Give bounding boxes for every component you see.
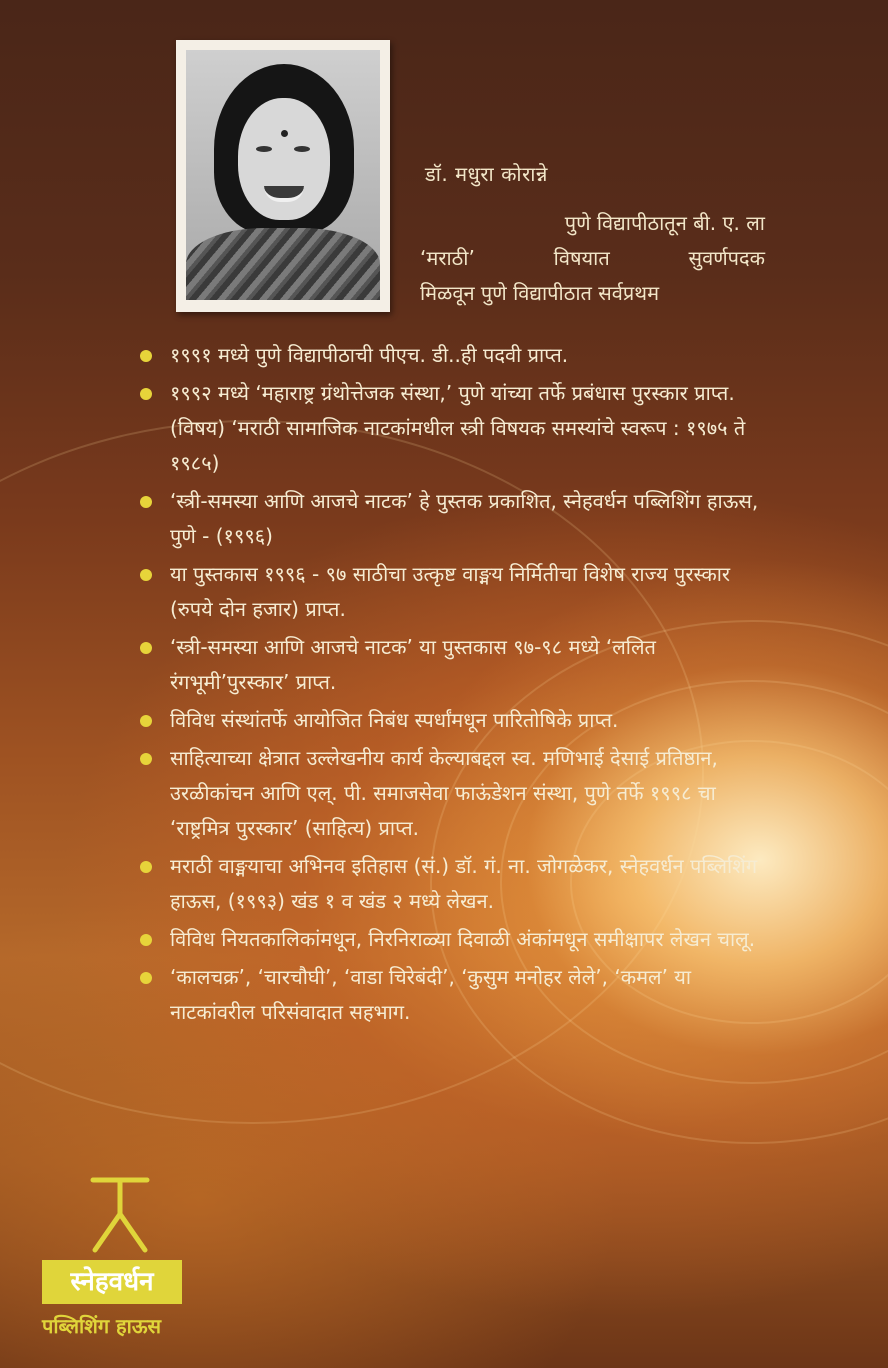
achievement-text: ‘स्त्री-समस्या आणि आजचे नाटक’ या पुस्तकास ९७-९८ मध्ये ‘ललित रंगभूमी’पुरस्कार’ प्राप्त.	[170, 635, 656, 694]
achievement-text: साहित्याच्या क्षेत्रात उल्लेखनीय कार्य केल्याबद्दल स्व. मणिभाई देसाई प्रतिष्ठान, उरळीकांचन आणि एल्. पी. समाजसेवा फाऊंडेशन संस्था, पुणे तर्फे १९९८ चा ‘राष्ट्रमित्र पुरस्कार’ (साहित्य) प्राप्त.	[170, 746, 718, 840]
achievement-text: १९९२ मध्ये ‘महाराष्ट्र ग्रंथोत्तेजक संस्था,’ पुणे यांच्या तर्फे प्रबंधास पुरस्कार प्राप्त. (विषय) ‘मराठी सामाजिक नाटकांमधील स्त्री विषयक समस्यांचे स्वरूप : १९७५ ते १९८५)	[170, 381, 746, 475]
bullet-icon	[140, 753, 152, 765]
publisher-name: स्नेहवर्धन	[42, 1260, 182, 1304]
intro-line: ‘मराठी’ विषयात सुवर्णपदक	[420, 246, 765, 270]
achievement-text: मराठी वाङ्मयाचा अभिनव इतिहास (सं.) डॉ. गं. ना. जोगळेकर, स्नेहवर्धन पब्लिशिंग हाऊस, (१९९३) खंड १ व खंड २ मध्ये लेखन.	[170, 854, 758, 913]
bullet-icon	[140, 569, 152, 581]
bullet-icon	[140, 715, 152, 727]
list-item	[140, 338, 770, 373]
achievement-text: विविध संस्थांतर्फे आयोजित निबंध स्पर्धांमधून पारितोषिके प्राप्त.	[170, 708, 619, 732]
list-item	[140, 960, 770, 1030]
list-item	[140, 557, 770, 627]
achievement-text: विविध नियतकालिकांमधून, निरनिराळ्या दिवाळी अंकांमधून समीक्षापर लेखन चालू.	[170, 927, 756, 951]
list-item	[140, 630, 770, 700]
achievement-text: ‘स्त्री-समस्या आणि आजचे नाटक’ हे पुस्तक प्रकाशित, स्नेहवर्धन पब्लिशिंग हाऊस, पुणे - (१९९६)	[170, 489, 759, 548]
publisher-subtitle: पब्लिशिंग हाऊस	[42, 1314, 162, 1338]
list-item	[140, 703, 770, 738]
bullet-icon	[140, 934, 152, 946]
bullet-icon	[140, 642, 152, 654]
achievement-text: १९९१ मध्ये पुणे विद्यापीठाची पीएच. डी..ही पदवी प्राप्त.	[170, 343, 569, 367]
intro-line: पुणे विद्यापीठातून बी. ए. ला	[564, 211, 765, 235]
author-photo	[176, 40, 390, 312]
publisher-mark-icon	[89, 1176, 151, 1254]
bullet-icon	[140, 388, 152, 400]
intro-line: मिळवून पुणे विद्यापीठात सर्वप्रथम	[420, 281, 660, 305]
author-intro	[420, 206, 765, 311]
list-item	[140, 484, 770, 554]
achievement-text: ‘कालचक्र’, ‘चारचौघी’, ‘वाडा चिरेबंदी’, ‘कुसुम मनोहर लेले’, ‘कमल’ या नाटकांवरील परिसंवादात सहभाग.	[170, 965, 692, 1024]
list-item	[140, 376, 770, 481]
list-item	[140, 922, 770, 957]
bullet-icon	[140, 972, 152, 984]
achievement-text: या पुस्तकास १९९६ - ९७ साठीचा उत्कृष्ट वाङ्मय निर्मितीचा विशेष राज्य पुरस्कार (रुपये दोन हजार) प्राप्त.	[170, 562, 731, 621]
author-name: डॉ. मधुरा कोरान्ने	[425, 162, 548, 186]
achievements-list	[140, 338, 770, 1033]
list-item	[140, 741, 770, 846]
bullet-icon	[140, 350, 152, 362]
list-item	[140, 849, 770, 919]
bullet-icon	[140, 496, 152, 508]
author-portrait-image	[186, 50, 380, 300]
bullet-icon	[140, 861, 152, 873]
